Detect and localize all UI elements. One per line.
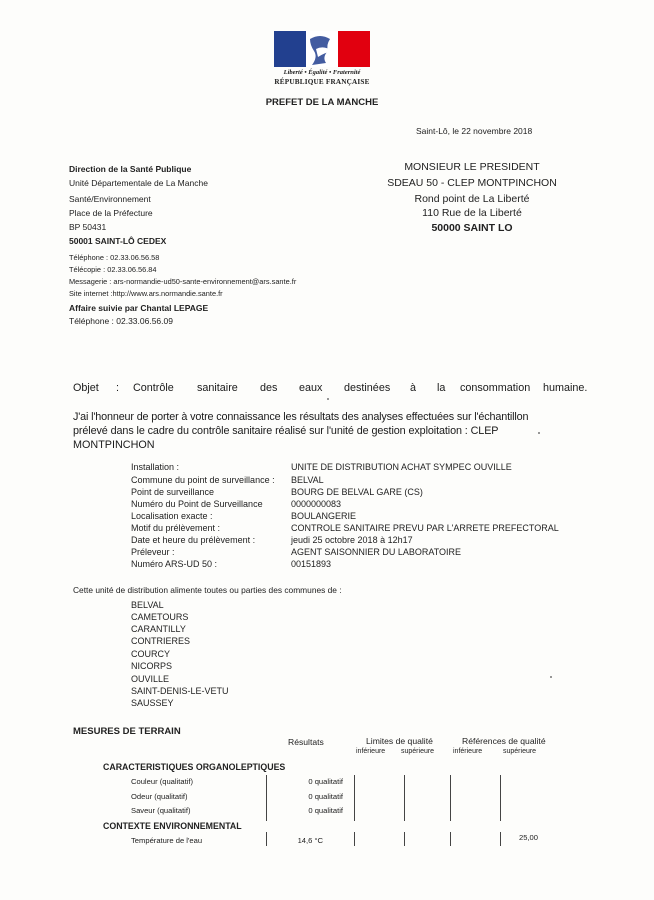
measure-label: Saveur (qualitatif)	[131, 806, 191, 815]
sub-ref-lower: inférieure	[453, 748, 483, 755]
col-references: Références de qualité	[462, 736, 546, 746]
objet-word: sanitaire	[197, 382, 238, 394]
republic-motto: Liberté • Égalité • Fraternité	[283, 69, 361, 76]
prefecture-title: PREFET DE LA MANCHE	[265, 97, 379, 108]
republique-logo	[274, 31, 370, 95]
measure-ref-upper: 25,00	[518, 833, 538, 842]
objet-word: la	[437, 382, 446, 394]
info-label: Motif du prélèvement :	[131, 523, 221, 533]
scan-speck	[550, 676, 552, 678]
column-divider	[404, 775, 405, 821]
info-label: Numéro du Point de Surveillance	[131, 499, 263, 509]
column-divider	[450, 832, 451, 846]
measure-label: Température de l'eau	[131, 836, 203, 845]
info-label: Point de surveillance	[131, 487, 215, 497]
commune-item: CAMETOURS	[131, 612, 189, 622]
scan-speck	[538, 432, 540, 434]
commune-item: BELVAL	[131, 600, 164, 610]
info-value: 00151893	[291, 559, 332, 569]
sender-email: Messagerie : ars-normandie-ud50-sante-environnement@ars.sante.fr	[69, 277, 297, 286]
commune-item: COURCY	[131, 649, 171, 659]
column-divider	[354, 775, 355, 821]
date-line: Saint-Lô, le 22 novembre 2018	[416, 126, 533, 136]
tricolor-flag-icon	[274, 31, 370, 67]
commune-item: OUVILLE	[131, 674, 170, 684]
recipient-city: 50000 SAINT LO	[431, 222, 513, 234]
commune-item: SAUSSEY	[131, 698, 174, 708]
recipient-line3: Rond point de La Liberté	[414, 193, 530, 205]
section-environment: CONTEXTE ENVIRONNEMENTAL	[103, 821, 242, 831]
measures-title: MESURES DE TERRAIN	[73, 726, 181, 737]
info-value: BOULANGERIE	[291, 511, 357, 521]
info-value: UNITE DE DISTRIBUTION ACHAT SYMPEC OUVILLE	[291, 462, 512, 472]
sender-direction: Direction de la Santé Publique	[69, 164, 192, 174]
commune-item: CARANTILLY	[131, 624, 186, 634]
objet-word: consommation	[460, 382, 531, 394]
objet-word: à	[410, 382, 417, 394]
measure-value: 0 qualitatif	[308, 777, 343, 786]
col-limits: Limites de qualité	[366, 736, 433, 746]
flag-red	[338, 31, 370, 67]
info-value: AGENT SAISONNIER DU LABORATOIRE	[291, 547, 462, 557]
col-results: Résultats	[288, 737, 324, 747]
sender-unit: Unité Départementale de La Manche	[69, 178, 208, 188]
commune-item: NICORPS	[131, 661, 173, 671]
objet-word: humaine.	[543, 382, 588, 394]
objet-word: des	[260, 382, 278, 394]
measure-value: 14,6 °C	[297, 836, 323, 845]
column-divider	[266, 775, 267, 821]
info-value: 0000000083	[291, 499, 342, 509]
info-value: BELVAL	[291, 475, 324, 485]
paragraph-line2: prélevé dans le cadre du contrôle sanitaire réalisé sur l'unité de gestion exploitation : CLEP	[73, 425, 499, 437]
info-label: Préleveur :	[131, 547, 175, 557]
measure-value: 0 qualitatif	[308, 792, 343, 801]
recipient-line1: MONSIEUR LE PRESIDENT	[404, 161, 540, 173]
sender-city: 50001 SAINT-LÔ CEDEX	[69, 236, 167, 246]
column-divider	[500, 832, 501, 846]
objet-word: Contrôle	[133, 382, 174, 394]
info-label: Date et heure du prélèvement :	[131, 535, 256, 545]
sender-service: Santé/Environnement	[69, 194, 151, 204]
measure-label: Couleur (qualitatif)	[131, 777, 194, 786]
paragraph-line3: MONTPINCHON	[73, 439, 155, 451]
communes-intro: Cette unité de distribution alimente toutes ou parties des communes de :	[73, 585, 342, 595]
column-divider	[354, 832, 355, 846]
column-divider	[266, 832, 267, 846]
paragraph-line1: J'ai l'honneur de porter à votre connaissance les résultats des analyses effectuées sur l'échantillon	[73, 411, 529, 423]
measure-label: Odeur (qualitatif)	[131, 792, 188, 801]
sub-limit-upper: supérieure	[401, 748, 435, 755]
sender-website: Site internet :http://www.ars.normandie.sante.fr	[69, 289, 223, 298]
info-label: Localisation exacte :	[131, 511, 213, 521]
objet-label: Objet	[73, 382, 99, 394]
flag-white	[306, 31, 338, 67]
commune-item: SAINT-DENIS-LE-VETU	[131, 686, 229, 696]
sub-ref-upper: supérieure	[503, 748, 537, 755]
info-label: Installation :	[131, 462, 180, 472]
section-organoleptic: CARACTERISTIQUES ORGANOLEPTIQUES	[103, 762, 286, 772]
recipient-line2: SDEAU 50 - CLEP MONTPINCHON	[387, 177, 557, 189]
sender-street: Place de la Préfecture	[69, 208, 153, 218]
followed-by: Affaire suivie par Chantal LEPAGE	[69, 303, 209, 313]
objet-colon: :	[116, 382, 119, 394]
info-value: jeudi 25 octobre 2018 à 12h17	[291, 535, 413, 545]
sender-telephone: Téléphone : 02.33.06.56.58	[69, 253, 160, 262]
followed-phone: Téléphone : 02.33.06.56.09	[69, 316, 173, 326]
sender-telecopie: Télécopie : 02.33.06.56.84	[69, 265, 157, 274]
sender-bp: BP 50431	[69, 222, 107, 232]
marianne-profile-icon	[306, 31, 338, 67]
measure-value: 0 qualitatif	[308, 806, 343, 815]
info-value: BOURG DE BELVAL GARE (CS)	[291, 487, 423, 497]
objet-word: destinées	[344, 382, 391, 394]
column-divider	[450, 775, 451, 821]
recipient-line4: 110 Rue de la Liberté	[422, 207, 522, 219]
commune-item: CONTRIERES	[131, 636, 191, 646]
sub-limit-lower: inférieure	[356, 748, 386, 755]
info-label: Numéro ARS-UD 50 :	[131, 559, 218, 569]
republic-name: RÉPUBLIQUE FRANÇAISE	[274, 78, 370, 86]
column-divider	[404, 832, 405, 846]
info-value: CONTROLE SANITAIRE PREVU PAR L'ARRETE PREFECTORAL	[291, 523, 559, 533]
info-label: Commune du point de surveillance :	[131, 475, 275, 485]
column-divider	[500, 775, 501, 821]
objet-word: eaux	[299, 382, 323, 394]
scan-speck	[327, 398, 329, 400]
flag-blue	[274, 31, 306, 67]
